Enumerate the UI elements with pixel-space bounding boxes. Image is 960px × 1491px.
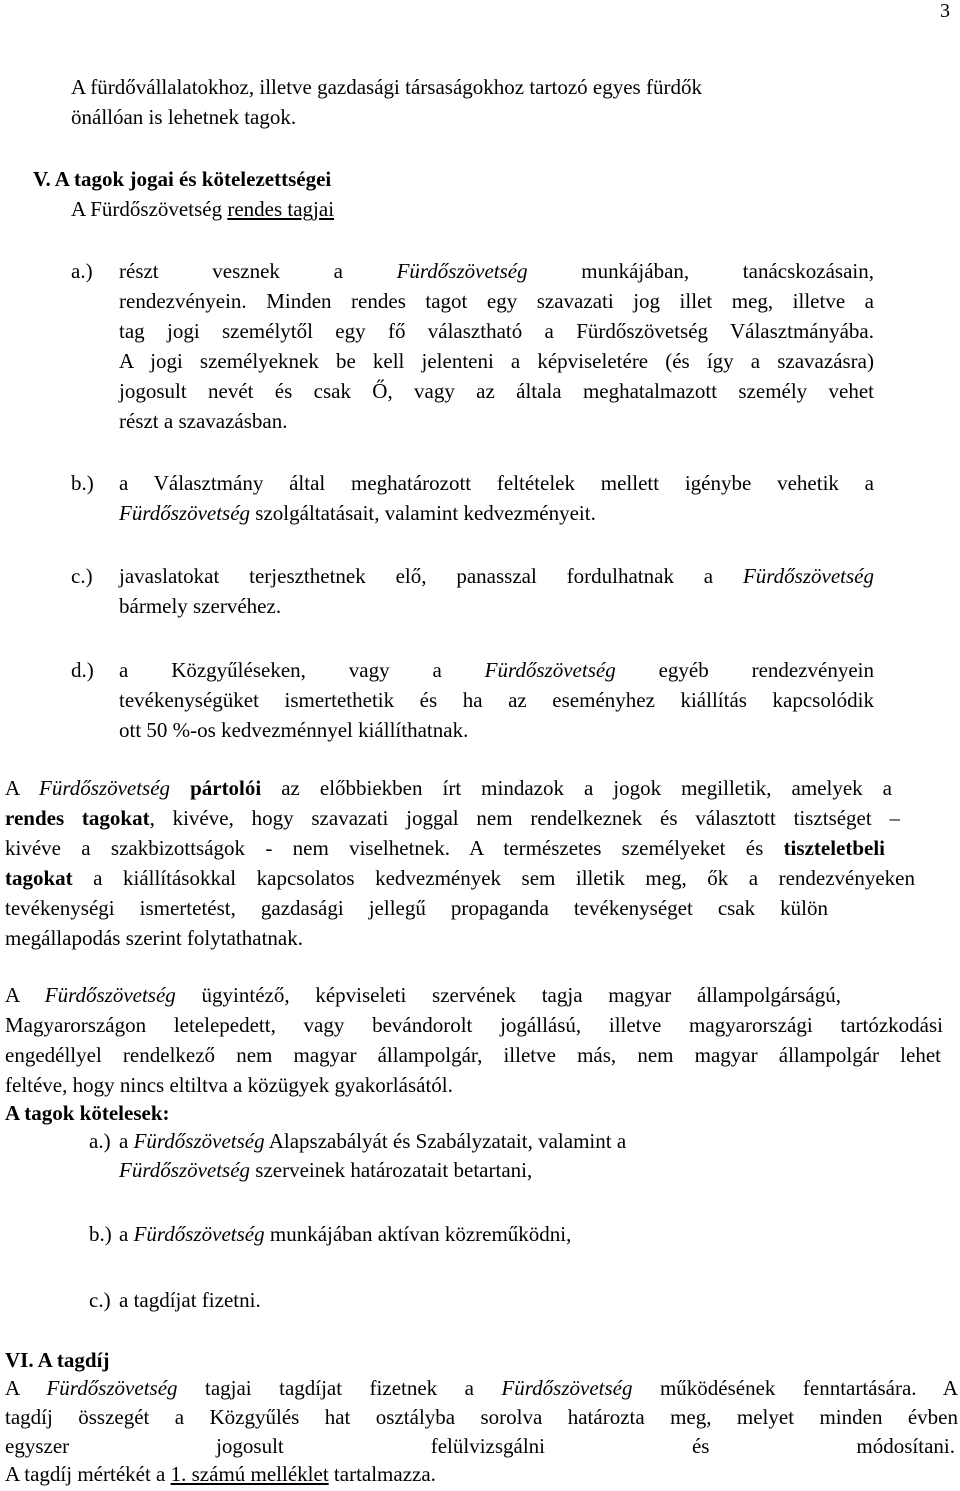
officials-line: feltéve, hogy nincs eltiltva a közügyek gyakorlásától. (5, 1073, 453, 1097)
text: szerveinek határozatait betartani, (255, 1158, 533, 1182)
subheading-text: A Fürdőszövetség (71, 197, 228, 221)
supporters-line: megállapodás szerint folytathatnak. (5, 926, 303, 950)
section-vi-line (5, 1373, 958, 1403)
list-label: b.) (71, 471, 94, 495)
bold-text: pártolói (190, 776, 262, 800)
section-v-heading: V. A tagok jogai és kötelezettségei (33, 167, 332, 191)
officials-line: engedéllyel rendelkező nem magyar állampolgár, illetve más, nem magyar állampolgár lehet (5, 1043, 941, 1067)
brand-name: Fürdőszövetség (501, 1376, 633, 1400)
brand-name: Fürdőszövetség (742, 564, 874, 588)
brand-name: Fürdőszövetség (119, 501, 251, 525)
section-vi-line (5, 1459, 436, 1489)
list-label: a.) (89, 1129, 111, 1153)
brand-name: Fürdőszövetség (39, 776, 171, 800)
text: Alapszabályát és Szabályzatait, valamint a (268, 1129, 627, 1153)
list-label: c.) (71, 564, 93, 588)
supporters-line (5, 803, 900, 833)
rights-a-line (119, 256, 874, 286)
text: a (119, 1129, 129, 1153)
rights-a-line: részt a szavazásban. (119, 409, 288, 433)
annex-reference: 1. számú melléklet (170, 1462, 329, 1486)
obligations-b-line (119, 1219, 571, 1249)
text: ügyintéző, képviseleti szervének tagja magyar állampolgárságú, (201, 983, 841, 1007)
text: tartalmazza. (333, 1462, 436, 1486)
officials-line: Magyarországon letelepedett, vagy bevándorolt jogállású, illetve magyarországi tartózkodási (5, 1013, 943, 1037)
rights-a-line: A jogi személyeknek be kell jelenteni a képviseletére (és így a szavazásra) (119, 349, 874, 373)
list-label: d.) (71, 658, 94, 682)
supporters-line (5, 773, 892, 803)
rights-a-line: rendezvényein. Minden rendes tagot egy szavazati jog illet meg, illetve a (119, 289, 874, 313)
text: javaslatokat terjeszthetnek elő, panasszal fordulhatnak a (119, 564, 714, 588)
supporters-line (5, 833, 885, 863)
text: szolgáltatásait, valamint kedvezményeit. (255, 501, 596, 525)
text: a (119, 1222, 129, 1246)
rights-c-line: bármely szervéhez. (119, 594, 282, 618)
officials-line (5, 980, 841, 1010)
text: A (5, 1376, 20, 1400)
supporters-line (5, 863, 915, 893)
intro-line: A fürdővállalatokhoz, illetve gazdasági társaságokhoz tartozó egyes fürdők (71, 75, 702, 99)
text: működésének fenntartására. A (659, 1376, 959, 1400)
brand-name: Fürdőszövetség (396, 259, 528, 283)
rights-c-line (119, 561, 874, 591)
text: a Közgyűléseken, vagy a (119, 658, 442, 682)
obligations-c-line: a tagdíjat fizetni. (119, 1288, 261, 1312)
rights-d-line (119, 655, 874, 685)
brand-name: Fürdőszövetség (133, 1129, 265, 1153)
bold-text: rendes tagokat (5, 806, 150, 830)
text: egyéb rendezvényein (658, 658, 875, 682)
rights-a-line: tag jogi személytől egy fő választható a Fürdőszövetség Választmányába. (119, 319, 874, 343)
text: , kivéve, hogy szavazati joggal nem rendelkeznek és választott tisztséget – (149, 806, 900, 830)
section-vi-line: tagdíj összegét a Közgyűlés hat osztályba sorolva határozta meg, melyet minden évben (5, 1405, 958, 1429)
brand-name: Fürdőszövetség (46, 1376, 178, 1400)
text: kivéve a szakbizottságok - nem viselhetnek. A természetes személyeket és (5, 836, 764, 860)
supporters-line: tevékenységi ismertetést, gazdasági jellegű propaganda tevékenységet csak külön (5, 896, 828, 920)
obligations-a-line (119, 1155, 532, 1185)
section-vi-heading: VI. A tagdíj (5, 1348, 110, 1372)
bold-text: tagokat (5, 866, 73, 890)
list-label: c.) (89, 1288, 111, 1312)
rights-b-line (119, 498, 596, 528)
rights-d-line: ott 50 %-os kedvezménnyel kiállíthatnak. (119, 718, 469, 742)
brand-name: Fürdőszövetség (44, 983, 176, 1007)
section-vi-line: egyszer jogosult felülvizsgálni és módosítani. (5, 1434, 955, 1458)
obligations-heading: A tagok kötelesek: (5, 1101, 170, 1125)
text: A (5, 983, 20, 1007)
brand-name: Fürdőszövetség (484, 658, 616, 682)
rights-b-line: a Választmány által meghatározott feltételek mellett igénybe vehetik a (119, 471, 874, 495)
intro-line: önállóan is lehetnek tagok. (71, 105, 297, 129)
text: munkájában, tanácskozásain, (581, 259, 874, 283)
list-label: b.) (89, 1222, 112, 1246)
brand-name: Fürdőszövetség (133, 1222, 265, 1246)
subheading-underlined: rendes tagjai (227, 197, 335, 221)
rights-d-line: tevékenységüket ismertethetik és ha az eseményhez kiállítás kapcsolódik (119, 688, 874, 712)
text: az előbbiekben írt mindazok a jogok megilletik, amelyek a (281, 776, 892, 800)
text: A (5, 776, 20, 800)
text: A tagdíj mértékét a (5, 1462, 166, 1486)
page-number: 3 (940, 0, 950, 22)
text: tagjai tagdíjat fizetnek a (205, 1376, 474, 1400)
brand-name: Fürdőszövetség (119, 1158, 251, 1182)
rights-a-line: jogosult nevét és csak Ő, vagy az általa meghatalmazott személy vehet (119, 379, 874, 403)
list-label: a.) (71, 259, 93, 283)
obligations-a-line (119, 1126, 626, 1156)
text: a kiállításokkal kapcsolatos kedvezmények sem illetik meg, ők a rendezvényeken (93, 866, 915, 890)
text: munkájában aktívan közreműködni, (269, 1222, 572, 1246)
text: részt vesznek a (119, 259, 343, 283)
section-v-subheading (71, 194, 334, 224)
bold-text: tiszteletbeli (783, 836, 886, 860)
